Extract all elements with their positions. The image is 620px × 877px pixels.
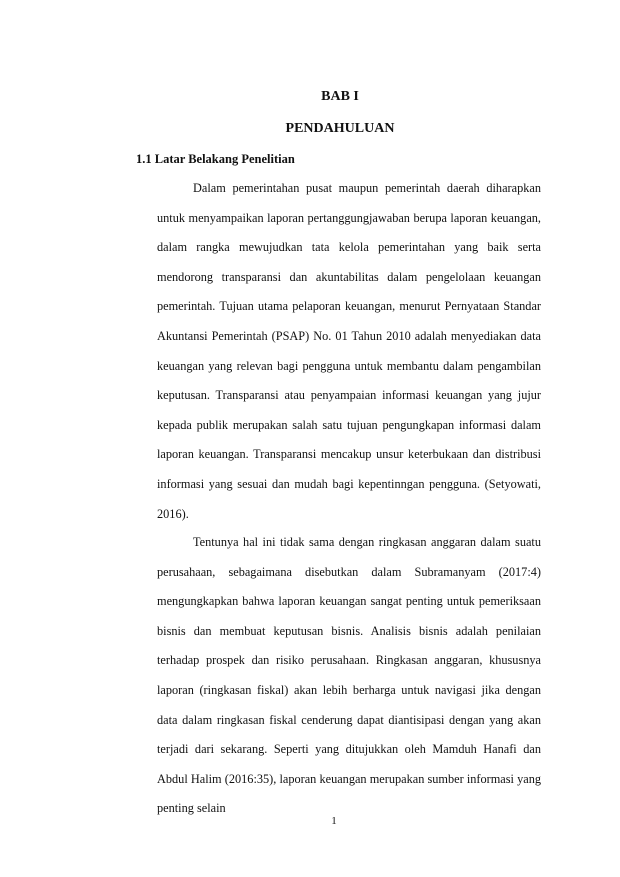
page-number: 1 bbox=[331, 815, 337, 827]
body-paragraph: Dalam pemerintahan pusat maupun pemerintah daerah diharapkan untuk menyampaikan laporan pertanggungjawaban berupa laporan keuangan, dalam rangka mewujudkan tata kelola pemerintahan yang baik serta mendorong transparansi dan akuntabilitas dalam pengelolaan keuangan pemerintah. Tujuan utama pelaporan keuangan, menurut Pernyataan Standar Akuntansi Pemerintah (PSAP) No. 01 Tahun 2010 adalah menyediakan data keuangan yang relevan bagi pengguna untuk membantu dalam pengambilan keputusan. Transparansi atau penyampaian informasi keuangan yang jujur kepada publik merupakan salah satu tujuan pengungkapan informasi dalam laporan keuangan. Transparansi mencakup unsur keterbukaan dan distribusi informasi yang sesuai dan mudah bagi kepentinngan pengguna. (Setyowati, 2016). bbox=[157, 181, 541, 521]
section-heading: 1.1 Latar Belakang Penelitian bbox=[136, 152, 295, 166]
chapter-label: BAB I bbox=[321, 89, 359, 104]
chapter-title: PENDAHULUAN bbox=[285, 121, 395, 136]
body-paragraph: Tentunya hal ini tidak sama dengan ringkasan anggaran dalam suatu perusahaan, sebagaimana disebutkan dalam Subramanyam (2017:4) mengungkapkan bahwa laporan keuangan sangat penting untuk pemeriksaan bisnis dan membuat keputusan bisnis. Analisis bisnis adalah penilaian terhadap prospek dan risiko perusahaan. Ringkasan anggaran, khususnya laporan (ringkasan fiskal) akan lebih berharga untuk navigasi jika dengan data dalam ringkasan fiskal cenderung dapat diantisipasi dengan yang akan terjadi dari sekarang. Seperti yang ditujukkan oleh Mamduh Hanafi dan Abdul Halim (2016:35), laporan keuangan merupakan sumber informasi yang penting selain bbox=[157, 535, 541, 816]
